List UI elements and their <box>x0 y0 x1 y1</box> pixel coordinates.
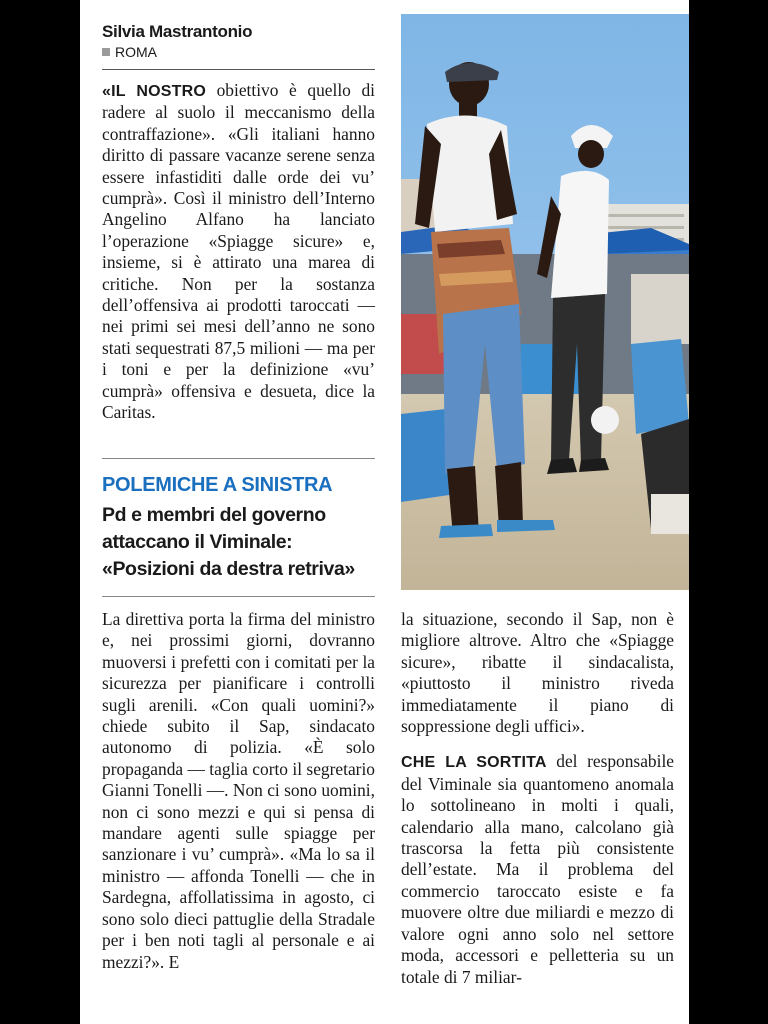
section-kicker: POLEMICHE A SINISTRA <box>102 474 333 496</box>
newspaper-page <box>80 0 689 1024</box>
top-divider <box>102 69 375 70</box>
article-headline: Pd e membri del governo attaccano il Viminale: «Posizioni da destra retriva» <box>102 504 355 580</box>
body-column-2-text: la situazione, secondo il Sap, non è migliore altrove. Altro che «Spiagge sicure», ribatte il sindacalista, «piuttosto il ministro riveda immediatamente il piano di soppressione degli uffici». <box>401 609 674 737</box>
col2-text2: del responsabile del Viminale sia quantomeno anomala lo sottolineano in molti i quali, calendario alla mano, calcolano già trascorsa la fetta più consistente dell’estate. Ma il problema del commercio taroccato esiste e fa muovere oltre due miliardi e mezzo di valore ogni anno solo nel settore moda, accessori e pelletteria su un totale di 7 miliar- <box>401 751 674 987</box>
dateline-text: ROMA <box>115 44 157 60</box>
section-divider <box>102 458 375 459</box>
intro-paragraph <box>102 80 375 424</box>
dateline-square-icon <box>102 48 110 56</box>
dateline <box>102 44 157 60</box>
beach-photo-illustration <box>401 14 689 590</box>
intro-lead: «IL NOSTRO <box>102 83 206 100</box>
body-column-2 <box>401 609 674 988</box>
col2-lead: CHE LA SORTITA <box>401 754 547 772</box>
author-name: Silvia Mastrantonio <box>102 22 253 41</box>
body-column-1 <box>102 609 375 973</box>
headline-divider <box>102 596 375 597</box>
body-column-1-text: La direttiva porta la firma del ministro e, nei prossimi giorni, dovranno muoversi i prefetti con i comitati per la sicurezza per pianificare i controlli sugli arenili. «Con quali uomini?» chiede subito il Sap, sindacato autonomo di polizia. «È solo propaganda — taglia corto il segretario Gianni Tonelli —. Non ci sono uomini, non ci sono mezzi e qui si pensa di mandare agenti sulle spiagge per sanzionare i vu’ cumprà». «Ma lo sa il ministro — affonda Tonelli — che in Sardegna, affollatissima in agosto, ci sono solo dieci pattuglie della Stradale per i ben noti tagli al personale e ai mezzi?». E <box>102 609 375 972</box>
intro-text: obiettivo è quello di radere al suolo il meccanismo della contraffazione». «Gli italiani hanno diritto di passare vacanze serene senza essere infastiditi dalle orde dei vu’ cumprà». Così il ministro dell’Interno Angelino Alfano ha lanciato l’operazione «Spiagge sicure» e, insieme, si è attirato una marea di critiche. Non per la sostanza dell’offensiva ai prodotti taroccati — nei primi sei mesi dell’anno ne sono stati sequestrati 87,5 milioni — ma per i toni e per la definizione «vu’ cumprà» offensiva e desueta, dice la Caritas. <box>102 80 376 423</box>
beach-photo <box>401 14 689 590</box>
